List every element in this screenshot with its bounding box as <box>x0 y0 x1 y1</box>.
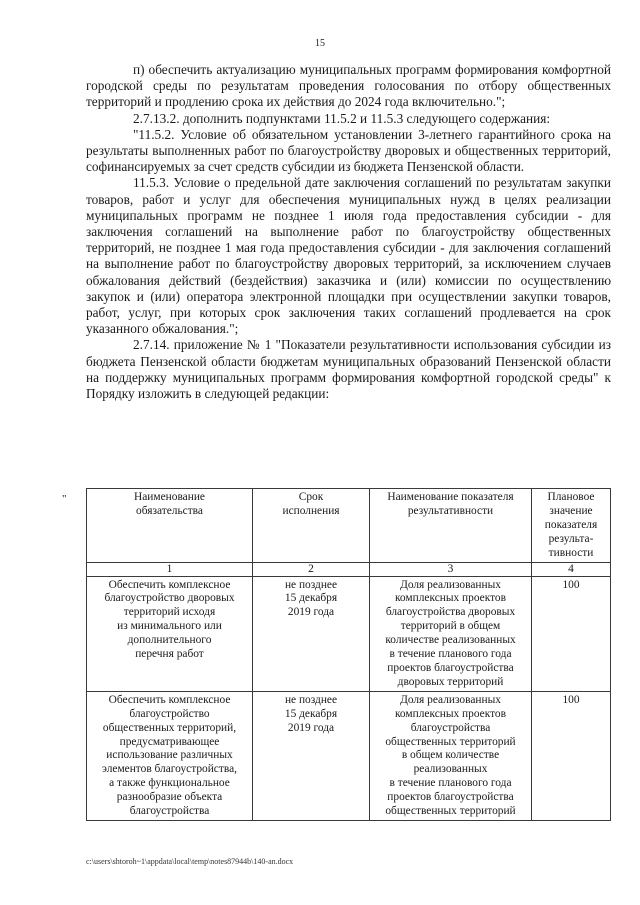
document-body <box>86 62 611 402</box>
indicators-table <box>86 488 611 821</box>
table-header-cell <box>532 489 611 563</box>
table-header-cell <box>253 489 370 563</box>
table-cell <box>253 691 370 820</box>
table-cell <box>253 576 370 691</box>
header-planned-value: Плановое значение показателя результа- тивности <box>544 491 598 559</box>
obligation-name: Обеспечить комплексное благоустройство дворовых территорий исходя из минимального или дополнительного перечня работ <box>104 578 235 661</box>
header-deadline: Срок исполнения <box>282 491 340 517</box>
column-number-cell: 4 <box>532 562 611 576</box>
table-header-cell <box>370 489 532 563</box>
header-obligation-name: Наименование обязательства <box>134 491 205 517</box>
paragraph: п) обеспечить актуализацию муниципальных программ формирования комфортной городской среды по результатам проведения голосования по отбору общественных территорий и продлению срока их действия до 2024 года включительно."; <box>86 62 611 110</box>
page-number: 15 <box>315 38 325 49</box>
paragraph: "11.5.2. Условие об обязательном установлении 3-летнего гарантийного срока на результаты выполненных работ по благоустройству дворовых и общественных территорий, софинансируемых за счет средств субсидии из бюджета Пензенской области. <box>86 126 611 175</box>
table-cell <box>87 691 253 820</box>
table-header-row <box>87 489 611 563</box>
header-indicator-name: Наименование показателя результативности <box>387 491 514 517</box>
deadline: не позднее 15 декабря 2019 года <box>284 578 338 619</box>
table-row <box>87 576 611 691</box>
planned-value: 100 <box>562 578 580 591</box>
indicator-name: Доля реализованных комплексных проектов благоустройства дворовых территорий в общем количестве реализованных в течение планового года проектов благоустройства дворовых территорий <box>385 578 516 688</box>
footer-file-path: c:\users\shtoroh~1\appdata\local\temp\notes87944b\140-an.docx <box>86 857 294 866</box>
table-cell <box>87 576 253 691</box>
table-row <box>87 691 611 820</box>
table-cell <box>532 691 611 820</box>
table-cell <box>532 576 611 691</box>
column-number-cell: 2 <box>253 562 370 576</box>
planned-value: 100 <box>562 693 580 706</box>
column-number-cell: 1 <box>87 562 253 576</box>
table-cell <box>370 576 532 691</box>
paragraph: 2.7.13.2. дополнить подпунктами 11.5.2 и 11.5.3 следующего содержания: <box>133 110 551 126</box>
table-column-numbers-row <box>87 562 611 576</box>
opening-quote-mark: " <box>62 493 67 505</box>
column-number-cell: 3 <box>370 562 532 576</box>
paragraph: 11.5.3. Условие о предельной дате заключения соглашений по результатам закупки товаров, работ и услуг для обеспечения муниципальных нужд в целях реализации муниципальных программ не позднее 1 июля года предоставления субсидии - для заключения соглашений на выполнение работ по благоустройству общественных территорий, не позднее 1 мая года предоставления субсидии - для заключения соглашений на выполнение работ по благоустройству дворовых территорий, за исключением случаев обжалования действий (бездействия) заказчика и (или) комиссии по осуществлению закупок и (или) оператора электронной площадки при осуществлении закупки товаров, работ, услуг, при которых срок заключения таких соглашений продлевается на срок указанного обжалования."; <box>86 175 611 337</box>
obligation-name: Обеспечить комплексное благоустройство общественных территорий, предусматривающее использование различных элементов благоустройства, а также функциональное разнообразие объекта благоустройства <box>102 693 237 818</box>
deadline: не позднее 15 декабря 2019 года <box>284 693 338 734</box>
table-header-cell <box>87 489 253 563</box>
paragraph: 2.7.14. приложение № 1 "Показатели результативности использования субсидии из бюджета Пензенской области бюджетам муниципальных образований Пензенской области на поддержку муниципальных программ формирования комфортной городской среды" к Порядку изложить в следующей редакции: <box>86 337 611 402</box>
indicator-name: Доля реализованных комплексных проектов благоустройства общественных территорий в общем количестве реализованных в течение планового года проектов благоустройства общественных территорий <box>385 693 516 818</box>
table-cell <box>370 691 532 820</box>
